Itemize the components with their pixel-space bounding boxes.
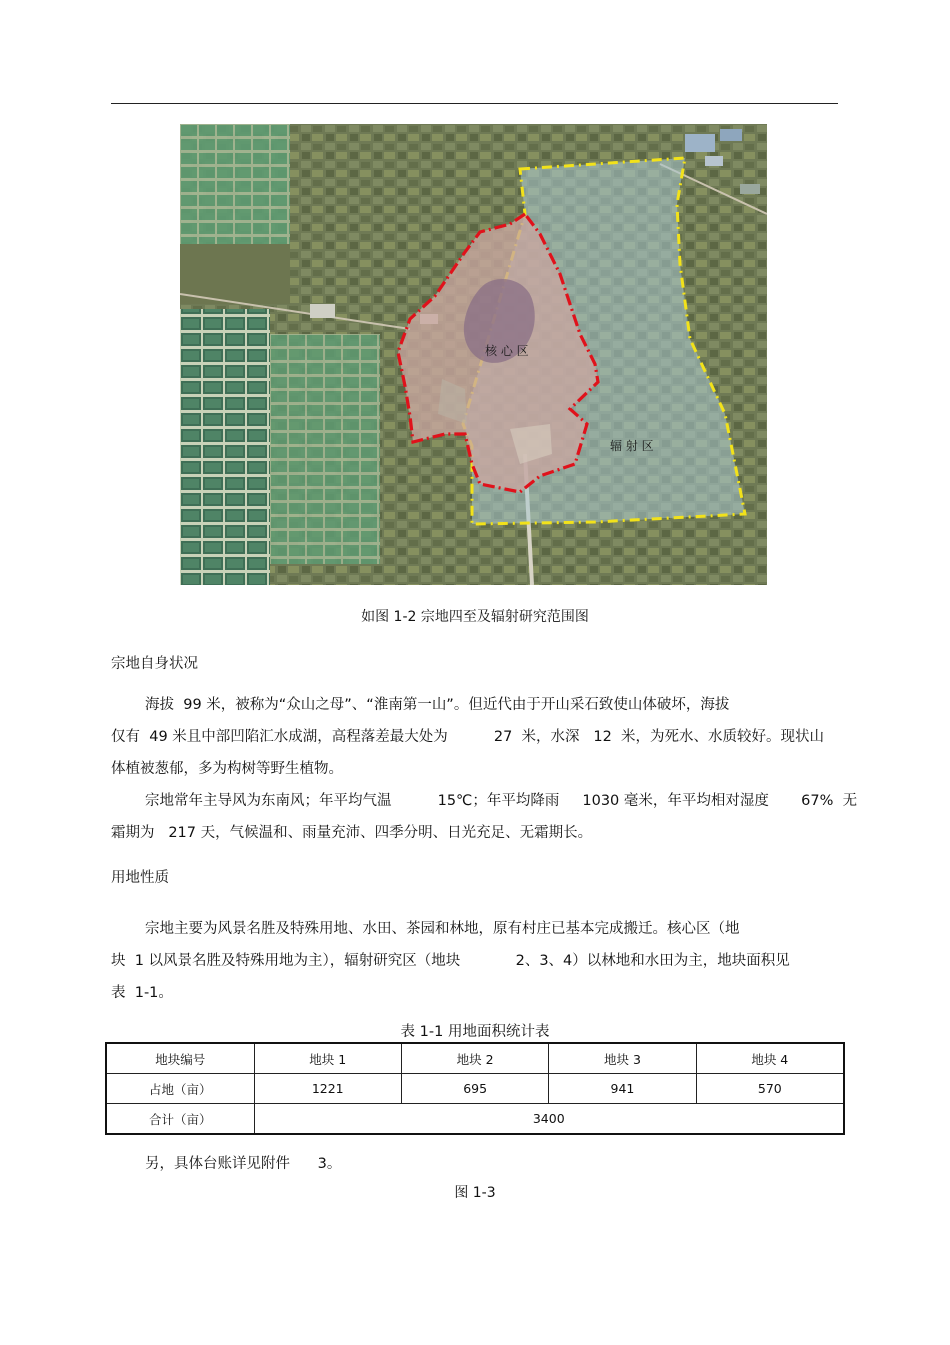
table-row bbox=[106, 1104, 844, 1135]
section-heading-site-status: 宗地自身状况 bbox=[111, 656, 198, 672]
paragraph-line: 霜期为 217 天，气候温和、雨量充沛、四季分明、日光充足、无霜期长。 bbox=[111, 825, 593, 841]
header-rule bbox=[111, 103, 838, 104]
figure-caption: 如图 1-2 宗地四至及辐射研究范围图 bbox=[361, 609, 589, 625]
table-cell: 地块 2 bbox=[401, 1043, 548, 1074]
land-area-table bbox=[105, 1042, 845, 1135]
table-cell: 570 bbox=[696, 1074, 844, 1104]
radiation-zone-label: 辐 射 区 bbox=[610, 439, 654, 453]
table-cell: 地块编号 bbox=[106, 1043, 254, 1074]
section-heading-land-use: 用地性质 bbox=[111, 870, 169, 886]
paragraph-line: 表 1-1。 bbox=[111, 985, 173, 1001]
table-row bbox=[106, 1074, 844, 1104]
table-title: 表 1-1 用地面积统计表 bbox=[400, 1024, 550, 1040]
table-cell: 合计（亩） bbox=[106, 1104, 254, 1135]
satellite-map-figure bbox=[180, 124, 767, 585]
paragraph-line: 体植被葱郁，多为构树等野生植物。 bbox=[111, 761, 343, 777]
table-cell: 地块 3 bbox=[549, 1043, 696, 1074]
paragraph-line: 海拔 99 米，被称为“众山之母”、“淮南第一山”。但近代由于开山采石致使山体破坏，海拔 bbox=[145, 697, 730, 713]
appendix-note: 另，具体台账详见附件 3。 bbox=[145, 1156, 342, 1172]
figure-label: 图 1-3 bbox=[454, 1185, 496, 1201]
table-cell: 1221 bbox=[254, 1074, 401, 1104]
paragraph-line: 块 1 以风景名胜及特殊用地为主），辐射研究区（地块 2、3、4）以林地和水田为主，地块面积见 bbox=[111, 953, 790, 969]
table-cell: 695 bbox=[401, 1074, 548, 1104]
table-cell: 地块 4 bbox=[696, 1043, 844, 1074]
core-zone-label: 核 心 区 bbox=[485, 344, 529, 358]
paragraph-line: 宗地主要为风景名胜及特殊用地、水田、茶园和林地，原有村庄已基本完成搬迁。核心区（地 bbox=[145, 921, 740, 937]
paragraph-line: 宗地常年主导风为东南风；年平均气温 15℃；年平均降雨 1030 毫米，年平均相对湿度 67% 无 bbox=[145, 793, 858, 809]
paragraph-line: 仅有 49 米且中部凹陷汇水成湖，高程落差最大处为 27 米，水深 12 米，为死水、水质较好。现状山 bbox=[111, 729, 825, 745]
table-cell: 占地（亩） bbox=[106, 1074, 254, 1104]
table-cell: 地块 1 bbox=[254, 1043, 401, 1074]
table-cell: 941 bbox=[549, 1074, 696, 1104]
table-cell-total: 3400 bbox=[254, 1104, 844, 1135]
table-header-row bbox=[106, 1043, 844, 1074]
